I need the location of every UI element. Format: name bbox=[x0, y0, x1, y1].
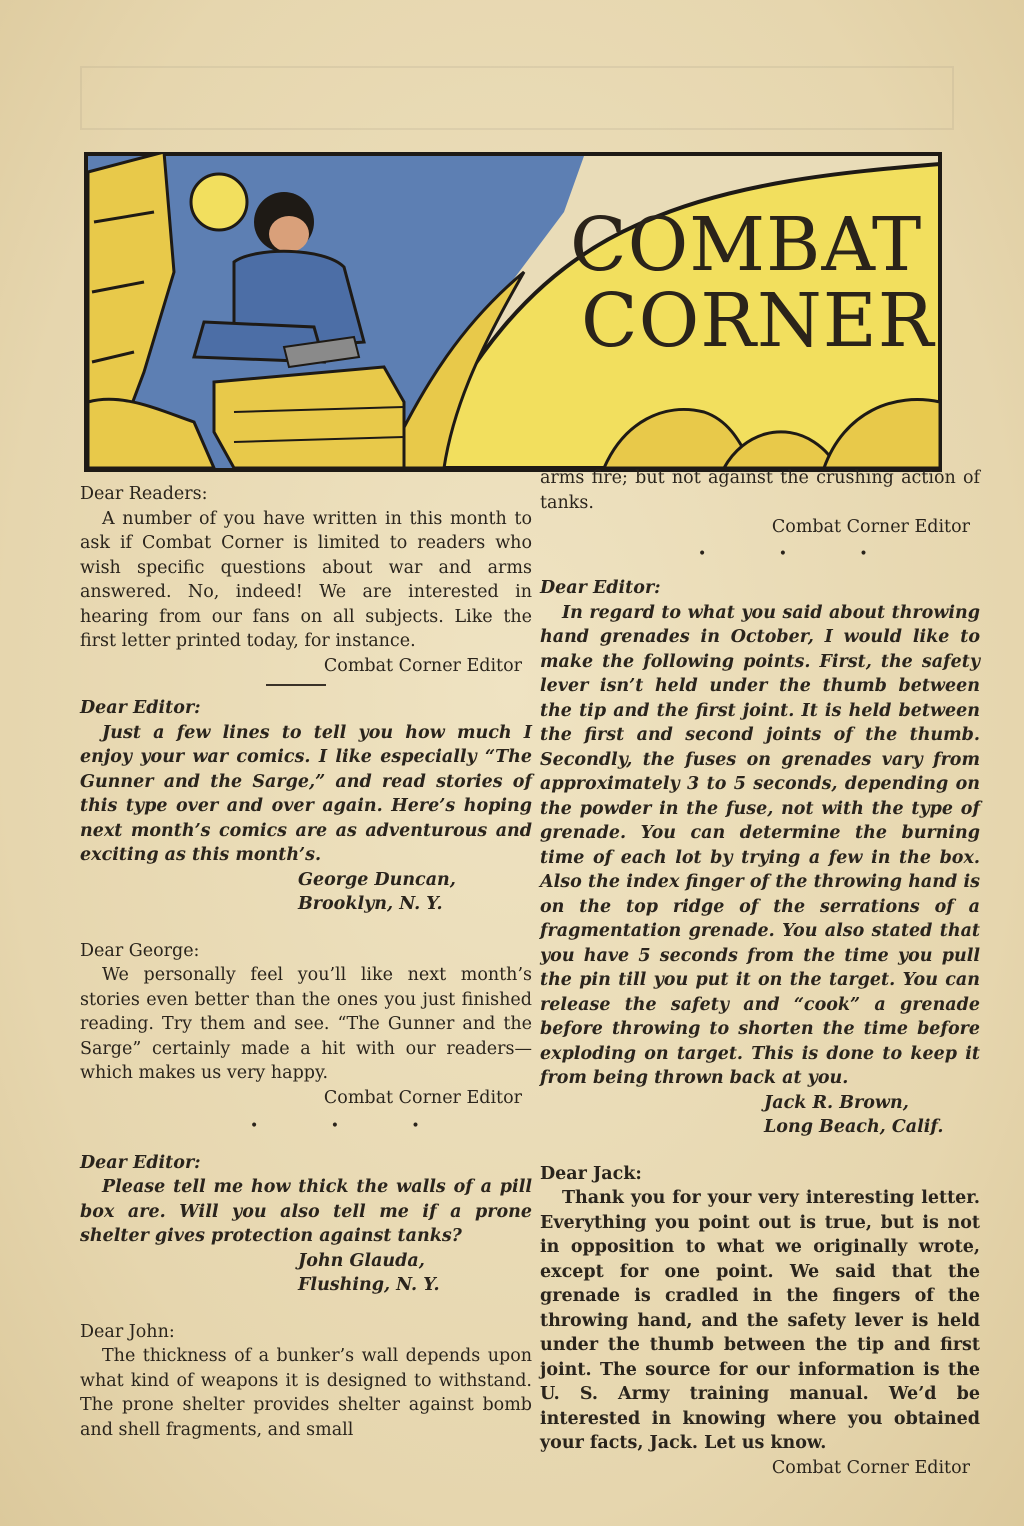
sender-name: Jack R. Brown, bbox=[764, 1092, 909, 1113]
sender-place: Brooklyn, N. Y. bbox=[298, 894, 443, 914]
sender-place: Long Beach, Calif. bbox=[764, 1117, 944, 1137]
letter-body: The thickness of a bunker’s wall depends upon what kind of weapons it is designed to withstand. The prone shelter provides shelter against bomb and shell fragments, and small bbox=[80, 1346, 532, 1440]
salutation: Dear Readers: bbox=[80, 484, 208, 504]
salutation: Dear John: bbox=[80, 1321, 175, 1342]
salutation: Dear Editor: bbox=[80, 698, 201, 718]
dot-separator: • • • bbox=[250, 1118, 454, 1134]
salutation: Dear Jack: bbox=[540, 1163, 642, 1184]
sender-place: Flushing, N. Y. bbox=[298, 1275, 440, 1295]
banner-title-line2: CORNER bbox=[581, 278, 935, 364]
letter-body: In regard to what you said about throwing hand grenades in October, I would like to make the following points. First, the safety lever isn’t held under the thumb between the tip and the first joint. It is held between the first and second joints of the thumb. Secondly, the fuses on grenades vary from approximately 3 to 5 seconds, depending on the powder in the fuse, not with the type of grenade. You can determine the burning time of each lot by trying a few in the box. Also the index finger of the throwing hand is on the top ridge of the serrations of a fragmentation grenade. You also stated that you have 5 seconds from the time you pull the pin till you put it on the target. You can release the safety and “cook” a grenade before throwing to shorten the time before exploding on target. This is done to keep it from being thrown back at you. bbox=[540, 602, 980, 1088]
letter-john bbox=[80, 1151, 532, 1298]
right-column bbox=[540, 466, 980, 1480]
letter-body: Please tell me how thick the walls of a pill box are. Will you also tell me if a prone shelter gives protection against tanks? bbox=[80, 1177, 532, 1246]
salutation: Dear Editor: bbox=[80, 1152, 201, 1173]
letter-body: arms fire; but not against the crushing action of tanks. bbox=[540, 468, 980, 513]
reply-jack bbox=[540, 1162, 980, 1481]
salutation: Dear Editor: bbox=[540, 578, 661, 598]
editor-signature: Combat Corner Editor bbox=[323, 1087, 522, 1108]
sender-name: George Duncan, bbox=[298, 869, 456, 890]
sender-name: John Glauda, bbox=[298, 1250, 425, 1271]
salutation: Dear George: bbox=[80, 940, 200, 961]
dot-separator: • • • bbox=[698, 545, 902, 562]
editor-signature: Combat Corner Editor bbox=[771, 517, 970, 537]
editor-signature: Combat Corner Editor bbox=[323, 655, 522, 676]
banner-title-line1: COMBAT bbox=[570, 202, 923, 288]
letter-body: A number of you have written in this month to ask if Combat Corner is limited to readers who wish specific questions about war and arms answered. No, indeed! We are interested in hearing from our fans on all subjects. Like the first letter printed today, for instance. bbox=[80, 508, 532, 651]
editor-signature: Combat Corner Editor bbox=[771, 1457, 970, 1478]
left-column bbox=[80, 482, 532, 1442]
intro-note bbox=[80, 482, 532, 678]
reply-george bbox=[80, 939, 532, 1111]
section-divider bbox=[266, 684, 326, 686]
bleed-through-header bbox=[80, 66, 954, 130]
letter-jack bbox=[540, 576, 980, 1140]
letter-body: Thank you for your very interesting letter. Everything you point out is true, but is not in opposition to what we originally wrote, except for one point. We said that the grenade is cradled in the fingers of the throwing hand, and the safety lever is held under the thumb between the tip and first joint. The source for our information is the U. S. Army training manual. We’d be interested in knowing where you obtained your facts, Jack. Let us know. bbox=[540, 1188, 980, 1453]
reply-john-continued bbox=[540, 466, 980, 540]
letter-body: Just a few lines to tell you how much I enjoy your war comics. I like especially “The Gunner and the Sarge,” and read stories of this type over and over again. Here’s hoping next month’s comics are as adventurous and exciting as this month’s. bbox=[80, 722, 532, 865]
reply-john bbox=[80, 1320, 532, 1443]
combat-corner-banner bbox=[84, 152, 942, 472]
letter-george bbox=[80, 696, 532, 917]
letter-body: We personally feel you’ll like next month’s stories even better than the ones you just finished reading. Try them and see. “The Gunner and the Sarge” certainly made a hit with our readers—which makes us very happy. bbox=[80, 965, 532, 1083]
